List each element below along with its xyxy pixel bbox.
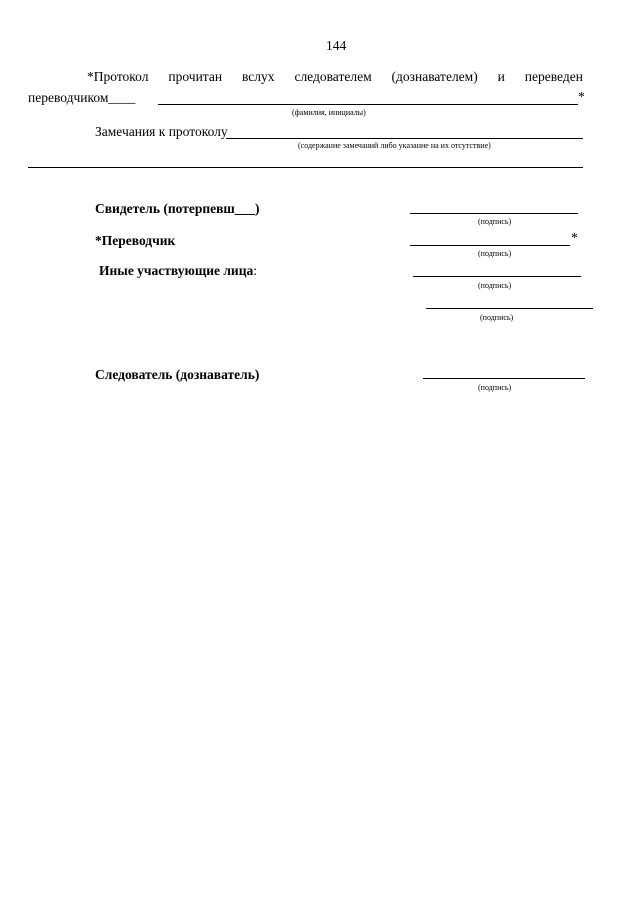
others-signature-line-2 xyxy=(426,308,593,309)
word-translated: переведен xyxy=(524,69,583,84)
translator-name-line xyxy=(158,104,578,105)
word-and: и xyxy=(497,69,505,84)
word-protocol: *Протокол xyxy=(87,69,149,84)
word-investigator: следователем xyxy=(294,69,372,84)
translator-signature-asterisk: * xyxy=(571,230,578,245)
witness-label xyxy=(95,201,260,217)
witness-close-paren: ) xyxy=(255,201,260,216)
translator-signature-line xyxy=(410,245,570,246)
word-read: прочитан xyxy=(168,69,223,84)
translator-label: *Переводчик xyxy=(95,233,176,248)
investigator-signature-caption: (подпись) xyxy=(478,383,512,392)
translator-prefix-blank: ____ xyxy=(108,90,136,105)
investigator-label: Следователь (дознаватель) xyxy=(95,367,260,382)
word-aloud: вслух xyxy=(242,69,275,84)
others-label xyxy=(99,263,257,279)
witness-blank: ___ xyxy=(234,201,256,216)
witness-label-text: Свидетель (потерпевш xyxy=(95,201,235,216)
witness-signature-caption: (подпись) xyxy=(478,217,512,226)
translator-name-label xyxy=(28,90,135,106)
translator-word: переводчиком xyxy=(28,90,109,105)
page-number: 144 xyxy=(326,38,347,53)
translator-asterisk: * xyxy=(578,89,585,104)
remarks-caption: (содержание замечаний либо указание на их отсутствие) xyxy=(298,141,491,150)
witness-signature-line xyxy=(410,213,578,214)
word-inquirer: (дознавателем) xyxy=(391,69,478,84)
read-statement-line1 xyxy=(87,69,583,85)
remarks-line-1 xyxy=(226,138,583,139)
others-label-text: Иные участвующие лица xyxy=(99,263,254,278)
translator-signature-caption: (подпись) xyxy=(478,249,512,258)
remarks-line-2 xyxy=(28,167,583,168)
remarks-label: Замечания к протоколу xyxy=(95,124,228,139)
others-colon: : xyxy=(253,263,258,278)
others-signature-caption-2: (подпись) xyxy=(480,313,514,322)
others-signature-line-1 xyxy=(413,276,581,277)
name-initials-caption: (фамилия, инициалы) xyxy=(292,108,366,117)
investigator-signature-line xyxy=(423,378,585,379)
others-signature-caption-1: (подпись) xyxy=(478,281,512,290)
